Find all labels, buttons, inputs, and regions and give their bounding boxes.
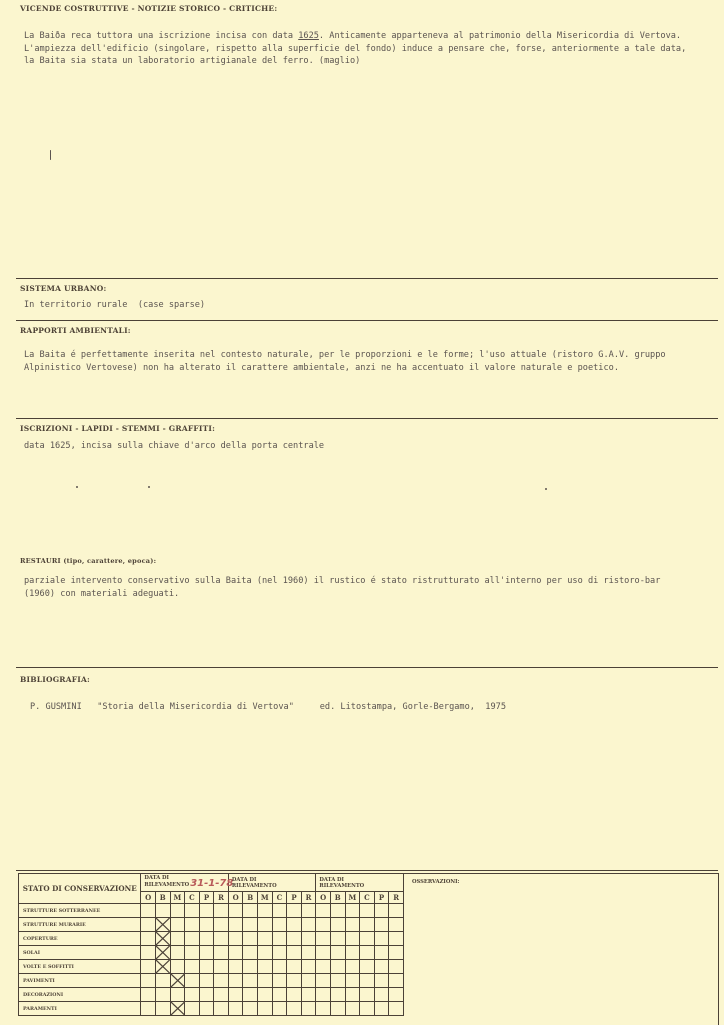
condition-cell <box>214 932 229 946</box>
condition-cell <box>374 1002 389 1016</box>
condition-cell <box>185 904 200 918</box>
dust-mark <box>545 488 547 490</box>
condition-cell <box>301 988 316 1002</box>
column-letter: R <box>389 892 404 904</box>
condition-cell <box>170 904 185 918</box>
section-divider <box>16 320 718 321</box>
condition-cell <box>272 918 287 932</box>
condition-cell <box>301 918 316 932</box>
condition-cell <box>258 960 273 974</box>
condition-cell <box>345 946 360 960</box>
condition-mark <box>155 918 170 932</box>
condition-cell <box>243 974 258 988</box>
column-letter: P <box>374 892 389 904</box>
conservation-title: STATO DI CONSERVAZIONE <box>19 874 141 904</box>
table-row <box>19 946 404 960</box>
condition-cell <box>185 960 200 974</box>
column-letter: C <box>360 892 375 904</box>
condition-cell <box>199 918 214 932</box>
condition-cell <box>214 960 229 974</box>
condition-mark <box>155 960 170 974</box>
table-row <box>19 1002 404 1016</box>
condition-cell <box>243 918 258 932</box>
condition-cell <box>374 904 389 918</box>
condition-cell <box>185 988 200 1002</box>
condition-cell <box>170 932 185 946</box>
vicende-heading: VICENDE COSTRUTTIVE - NOTIZIE STORICO - CRITICHE: <box>20 4 278 13</box>
column-letter: M <box>170 892 185 904</box>
section-divider <box>16 667 718 668</box>
condition-cell <box>360 932 375 946</box>
condition-cell <box>345 932 360 946</box>
condition-cell <box>185 946 200 960</box>
column-letter: O <box>141 892 156 904</box>
row-label: VOLTE E SOFFITTI <box>19 960 141 974</box>
condition-cell <box>243 946 258 960</box>
condition-cell <box>389 974 404 988</box>
condition-cell <box>272 946 287 960</box>
condition-cell <box>258 974 273 988</box>
condition-cell <box>374 960 389 974</box>
condition-cell <box>258 918 273 932</box>
condition-cell <box>301 960 316 974</box>
table-row <box>19 960 404 974</box>
condition-mark <box>170 974 185 988</box>
column-letter: M <box>258 892 273 904</box>
section-divider <box>16 418 718 419</box>
section-divider <box>16 870 718 871</box>
condition-cell <box>214 1002 229 1016</box>
row-label: PAVIMENTI <box>19 974 141 988</box>
condition-cell <box>185 932 200 946</box>
condition-cell <box>272 988 287 1002</box>
condition-cell <box>214 904 229 918</box>
bibliografia-text: P. GUSMINI "Storia della Misericordia di Vertova" ed. Litostampa, Gorle-Bergamo, 1975 <box>30 702 506 712</box>
condition-cell <box>316 988 331 1002</box>
vicende-year: 1625 <box>298 31 319 41</box>
date-header: DATA DI RILEVAMENTO31-1-78 <box>141 874 228 892</box>
condition-cell <box>287 974 302 988</box>
iscrizioni-heading: ISCRIZIONI - LAPIDI - STEMMI - GRAFFITI: <box>20 424 216 433</box>
condition-cell <box>316 960 331 974</box>
iscrizioni-text: data 1625, incisa sulla chiave d'arco della porta centrale <box>24 441 325 451</box>
row-label: PARAMENTI <box>19 1002 141 1016</box>
condition-cell <box>374 988 389 1002</box>
condition-cell <box>301 1002 316 1016</box>
observations-box <box>404 873 719 1025</box>
condition-cell <box>345 918 360 932</box>
conservation-table <box>18 873 404 1016</box>
condition-cell <box>330 918 345 932</box>
row-label: STRUTTURE SOTTERRANEE <box>19 904 141 918</box>
condition-cell <box>374 918 389 932</box>
row-label: COPERTURE <box>19 932 141 946</box>
condition-cell <box>287 988 302 1002</box>
condition-cell <box>389 988 404 1002</box>
condition-cell <box>360 1002 375 1016</box>
condition-cell <box>155 904 170 918</box>
condition-cell <box>330 904 345 918</box>
column-letter: R <box>301 892 316 904</box>
condition-cell <box>141 904 156 918</box>
condition-cell <box>272 974 287 988</box>
condition-cell <box>389 918 404 932</box>
condition-cell <box>316 974 331 988</box>
condition-cell <box>316 904 331 918</box>
table-row <box>19 988 404 1002</box>
condition-cell <box>316 918 331 932</box>
condition-cell <box>272 960 287 974</box>
condition-cell <box>199 932 214 946</box>
column-letter: C <box>185 892 200 904</box>
condition-cell <box>272 1002 287 1016</box>
condition-cell <box>141 918 156 932</box>
column-letter: P <box>199 892 214 904</box>
rapporti-text: La Baita é perfettamente inserita nel contesto naturale, per le proporzioni e le forme; l'uso attuale (ristoro G.A.V. gruppo Alpinistico Vertovese) non ha alterato il carattere ambientale, anzi ne ha accentuato il valore naturale e poetico. <box>24 350 666 373</box>
bibliografia-heading: BIBLIOGRAFIA: <box>20 675 90 684</box>
condition-cell <box>389 946 404 960</box>
condition-cell <box>360 904 375 918</box>
condition-cell <box>228 1002 243 1016</box>
condition-cell <box>287 1002 302 1016</box>
condition-cell <box>199 974 214 988</box>
condition-cell <box>330 932 345 946</box>
condition-cell <box>155 988 170 1002</box>
condition-mark <box>155 932 170 946</box>
dust-mark <box>148 486 150 488</box>
condition-cell <box>185 974 200 988</box>
condition-mark <box>155 946 170 960</box>
column-letter: O <box>228 892 243 904</box>
condition-cell <box>258 932 273 946</box>
dust-mark <box>76 486 78 488</box>
condition-cell <box>228 960 243 974</box>
condition-cell <box>170 918 185 932</box>
condition-cell <box>330 1002 345 1016</box>
restauri-heading: RESTAURI (tipo, carattere, epoca): <box>20 557 157 565</box>
condition-cell <box>199 904 214 918</box>
condition-cell <box>243 960 258 974</box>
condition-cell <box>345 1002 360 1016</box>
condition-cell <box>243 932 258 946</box>
condition-cell <box>141 932 156 946</box>
condition-cell <box>228 974 243 988</box>
pencil-mark <box>50 150 51 160</box>
column-letter: O <box>316 892 331 904</box>
condition-cell <box>330 974 345 988</box>
condition-cell <box>141 974 156 988</box>
condition-cell <box>374 946 389 960</box>
condition-cell <box>374 932 389 946</box>
column-letter: B <box>155 892 170 904</box>
condition-cell <box>141 946 156 960</box>
condition-cell <box>258 904 273 918</box>
row-label: STRUTTURE MURARIE <box>19 918 141 932</box>
table-row <box>19 932 404 946</box>
condition-cell <box>258 946 273 960</box>
condition-cell <box>301 932 316 946</box>
condition-cell <box>141 960 156 974</box>
observations-label: OSSERVAZIONI: <box>412 879 460 885</box>
condition-cell <box>228 904 243 918</box>
condition-cell <box>199 946 214 960</box>
row-label: DECORAZIONI <box>19 988 141 1002</box>
restauri-text: parziale intervento conservativo sulla Baita (nel 1960) il rustico é stato ristrutturato all'interno per uso di ristoro-bar (1960) con materiali adeguati. <box>24 576 661 599</box>
row-label: SOLAI <box>19 946 141 960</box>
condition-cell <box>330 988 345 1002</box>
column-letter: C <box>272 892 287 904</box>
table-row <box>19 918 404 932</box>
condition-cell <box>287 904 302 918</box>
handwritten-date: 31-1-78 <box>190 877 234 889</box>
condition-cell <box>228 988 243 1002</box>
condition-cell <box>155 1002 170 1016</box>
condition-cell <box>345 974 360 988</box>
condition-cell <box>228 918 243 932</box>
condition-cell <box>170 988 185 1002</box>
condition-cell <box>228 932 243 946</box>
condition-cell <box>360 974 375 988</box>
condition-cell <box>374 974 389 988</box>
condition-cell <box>214 988 229 1002</box>
condition-cell <box>345 960 360 974</box>
condition-cell <box>301 946 316 960</box>
condition-cell <box>141 988 156 1002</box>
date-header: DATA DI RILEVAMENTO <box>228 874 316 892</box>
condition-cell <box>287 932 302 946</box>
condition-cell <box>330 946 345 960</box>
condition-cell <box>199 1002 214 1016</box>
sistema-urbano-heading: SISTEMA URBANO: <box>20 284 107 293</box>
table-row <box>19 974 404 988</box>
condition-cell <box>316 932 331 946</box>
condition-cell <box>214 918 229 932</box>
condition-cell <box>272 932 287 946</box>
condition-cell <box>389 904 404 918</box>
condition-cell <box>389 1002 404 1016</box>
table-row <box>19 904 404 918</box>
column-letter: R <box>214 892 229 904</box>
condition-cell <box>185 1002 200 1016</box>
column-letter: B <box>330 892 345 904</box>
vicende-text: La Baiða reca tuttora una iscrizione incisa con data 1625. Anticamente apparteneva al patrimonio della Misericordia di Vertova. L'ampiezza dell'edificio (singolare, rispetto alla superficie del fondo) induce a pensare che, forse, anteriormente a tale data, la Baita sia stata un laboratorio artigianale del ferro. (maglio) <box>24 31 687 66</box>
condition-cell <box>287 960 302 974</box>
condition-cell <box>243 988 258 1002</box>
condition-cell <box>360 960 375 974</box>
condition-cell <box>316 1002 331 1016</box>
condition-cell <box>214 974 229 988</box>
condition-cell <box>360 988 375 1002</box>
condition-cell <box>228 946 243 960</box>
condition-cell <box>287 918 302 932</box>
condition-cell <box>258 988 273 1002</box>
condition-cell <box>170 946 185 960</box>
condition-cell <box>345 988 360 1002</box>
condition-cell <box>330 960 345 974</box>
condition-cell <box>199 988 214 1002</box>
condition-cell <box>360 946 375 960</box>
condition-cell <box>243 1002 258 1016</box>
condition-cell <box>301 904 316 918</box>
column-letter: B <box>243 892 258 904</box>
condition-mark <box>170 1002 185 1016</box>
condition-cell <box>389 932 404 946</box>
condition-cell <box>316 946 331 960</box>
condition-cell <box>243 904 258 918</box>
condition-cell <box>301 974 316 988</box>
condition-cell <box>141 1002 156 1016</box>
condition-cell <box>155 974 170 988</box>
condition-cell <box>272 904 287 918</box>
condition-cell <box>360 918 375 932</box>
condition-cell <box>345 904 360 918</box>
section-divider <box>16 278 718 279</box>
rapporti-heading: RAPPORTI AMBIENTALI: <box>20 326 131 335</box>
condition-cell <box>258 1002 273 1016</box>
column-letter: P <box>287 892 302 904</box>
condition-cell <box>389 960 404 974</box>
condition-cell <box>170 960 185 974</box>
condition-cell <box>287 946 302 960</box>
condition-cell <box>214 946 229 960</box>
condition-cell <box>199 960 214 974</box>
sistema-urbano-text: In territorio rurale (case sparse) <box>24 300 206 310</box>
condition-cell <box>185 918 200 932</box>
column-letter: M <box>345 892 360 904</box>
date-header: DATA DI RILEVAMENTO <box>316 874 404 892</box>
